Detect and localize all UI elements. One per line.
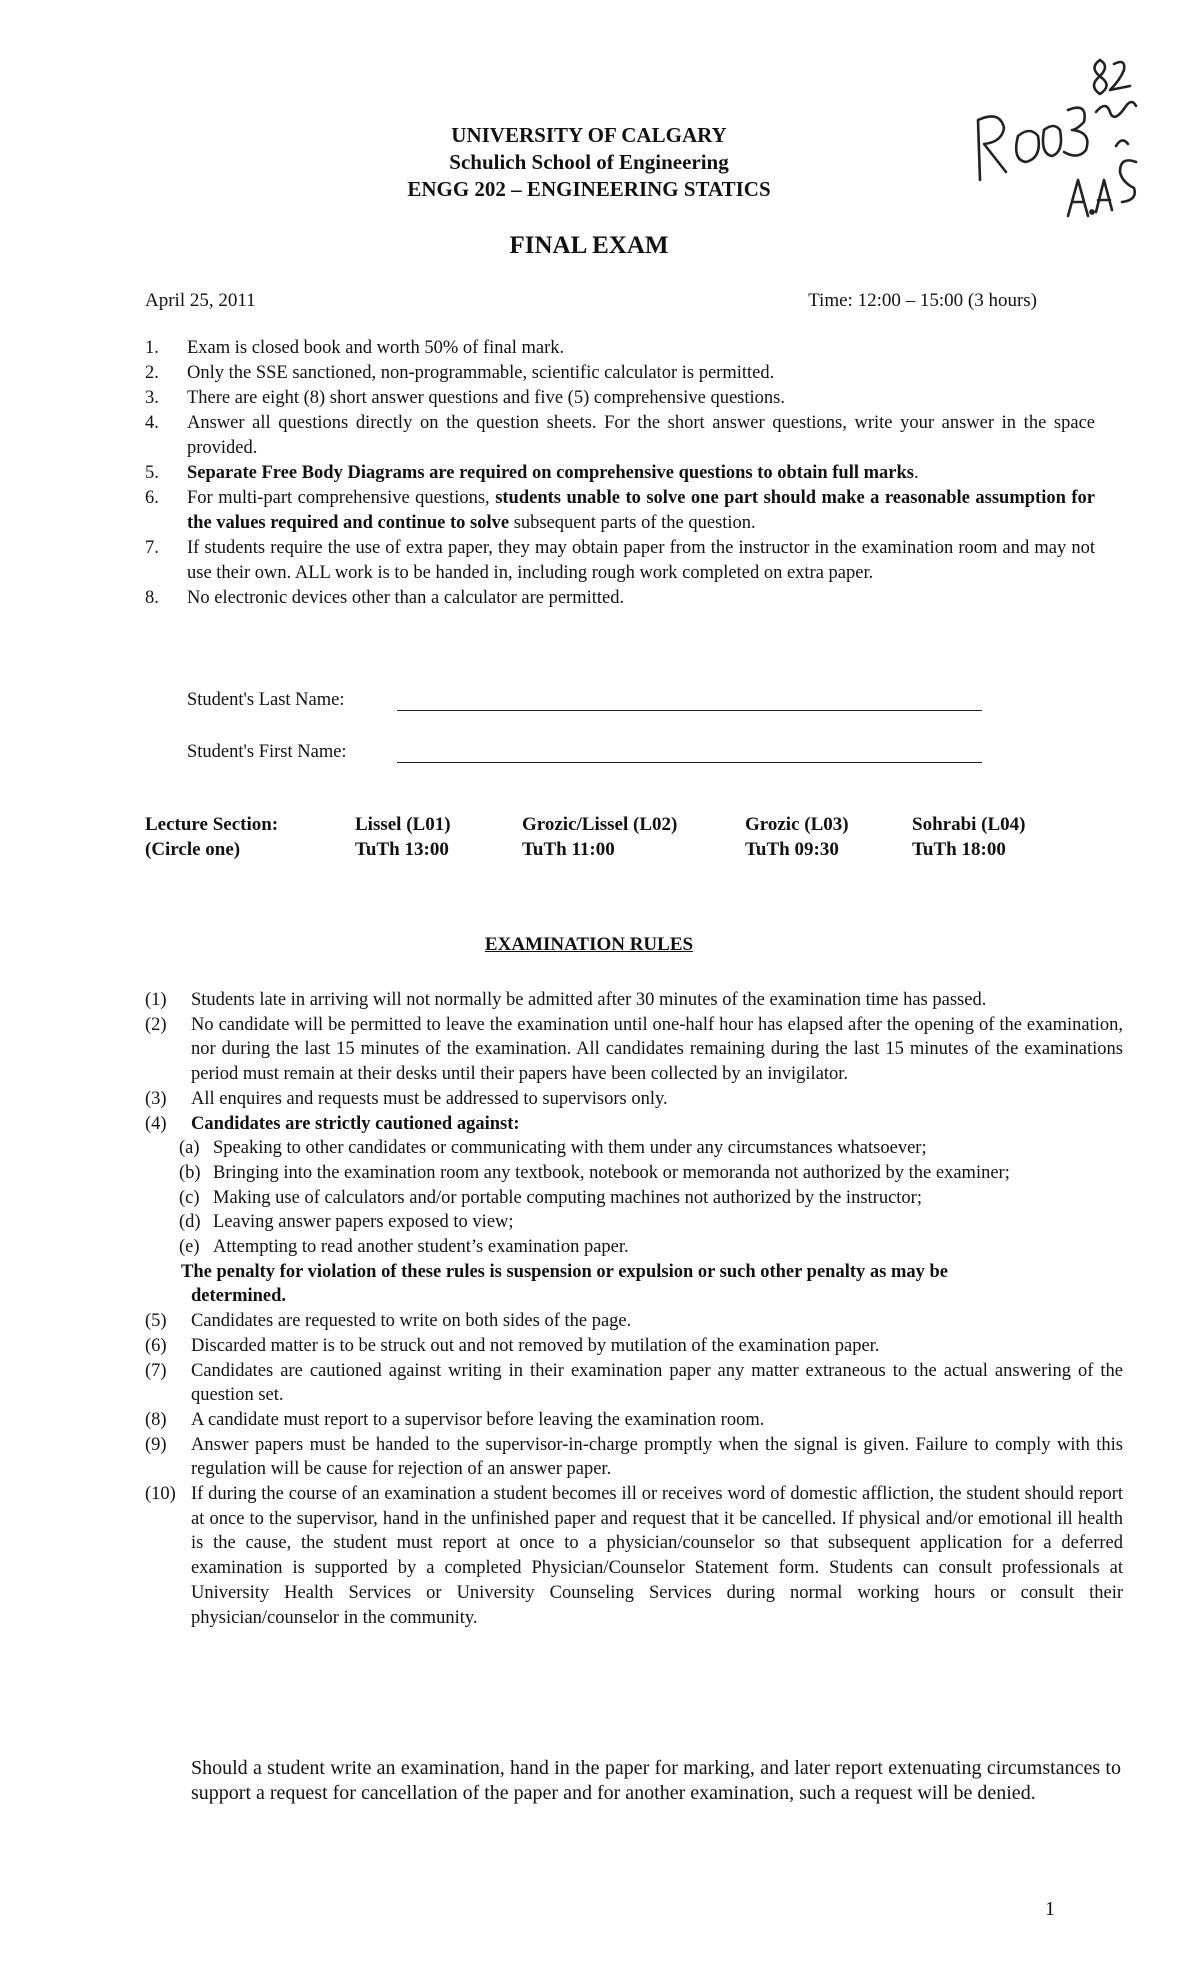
instruction-item bbox=[145, 411, 1095, 461]
lecture-sections bbox=[145, 812, 1105, 862]
instruction-bold-text: Separate Free Body Diagrams are required on comprehensive questions to obtain full marks bbox=[187, 463, 914, 483]
exam-title bbox=[0, 232, 1200, 260]
subitem-text: Leaving answer papers exposed to view; bbox=[213, 1212, 514, 1233]
rule-subitem bbox=[179, 1235, 1123, 1260]
rule-text: A candidate must report to a supervisor before leaving the examination room. bbox=[191, 1409, 765, 1430]
instruction-number: 7. bbox=[145, 538, 159, 558]
rule-item bbox=[145, 1408, 1123, 1433]
section-instructor-row bbox=[145, 812, 1105, 837]
rule-item bbox=[145, 1112, 1123, 1137]
rule-number: (9) bbox=[145, 1434, 167, 1455]
instruction-text: There are eight (8) short answer questions and five (5) comprehensive questions. bbox=[187, 388, 785, 408]
subitem-text: Bringing into the examination room any textbook, notebook or memoranda not authorized by the examiner; bbox=[213, 1162, 1010, 1183]
instruction-item bbox=[145, 486, 1095, 536]
subitem-letter: (d) bbox=[179, 1212, 201, 1233]
instruction-text bbox=[187, 461, 1095, 486]
rule-number: (6) bbox=[145, 1335, 167, 1356]
university-name: UNIVERSITY OF CALGARY bbox=[451, 123, 727, 147]
rule-item bbox=[145, 1087, 1123, 1112]
section-time: TuTh 11:00 bbox=[522, 839, 615, 860]
instruction-number: 5. bbox=[145, 463, 159, 483]
instruction-number: 8. bbox=[145, 588, 159, 608]
instructions-list bbox=[145, 336, 1095, 611]
exam-header bbox=[0, 122, 1200, 203]
section-time: TuTh 13:00 bbox=[355, 839, 449, 860]
course-name: ENGG 202 – ENGINEERING STATICS bbox=[407, 177, 771, 201]
instruction-item bbox=[145, 461, 1095, 486]
subitem-letter: (a) bbox=[179, 1138, 200, 1159]
instruction-item bbox=[145, 386, 1095, 411]
subitem-text: Making use of calculators and/or portable computing machines not authorized by the instructor; bbox=[213, 1187, 922, 1208]
subitem-text: Attempting to read another student’s examination paper. bbox=[213, 1237, 629, 1258]
subitem-letter: (b) bbox=[179, 1162, 201, 1183]
date-time-line bbox=[145, 290, 1035, 312]
rule-subitem bbox=[179, 1136, 1123, 1161]
instruction-bold-text: students unable to solve one part should make a reasonable assumption for the values required and continue to solve bbox=[187, 488, 1095, 533]
rule-number: (4) bbox=[145, 1113, 167, 1134]
instruction-tail-text: subsequent parts of the question. bbox=[509, 513, 756, 533]
section-option[interactable]: Grozic (L03) bbox=[745, 814, 849, 835]
circle-one-label: (Circle one) bbox=[145, 839, 241, 860]
rule-number: (7) bbox=[145, 1360, 167, 1381]
instruction-text: Only the SSE sanctioned, non-programmable, scientific calculator is permitted. bbox=[187, 363, 775, 383]
instruction-pre-text: For multi-part comprehensive questions, bbox=[187, 488, 496, 508]
rule-number: (8) bbox=[145, 1409, 167, 1430]
closing-notice: Should a student write an examination, hand in the paper for marking, and later report extenuating circumstances to support a request for cancellation of the paper and for another examination, such a request will be denied. bbox=[191, 1757, 1121, 1804]
rule-item bbox=[145, 1334, 1123, 1359]
rule-number: (1) bbox=[145, 990, 167, 1010]
rule-subitem bbox=[179, 1210, 1123, 1235]
penalty-notice bbox=[181, 1260, 1123, 1309]
section-time: TuTh 18:00 bbox=[912, 839, 1006, 860]
penalty-line: determined. bbox=[191, 1286, 287, 1307]
rule-text: Candidates are cautioned against writing in their examination paper any matter extraneous to the actual answering of the question set. bbox=[191, 1360, 1123, 1406]
rule-text: Candidates are strictly cautioned against: bbox=[191, 1113, 520, 1134]
instruction-number: 6. bbox=[145, 488, 159, 508]
rule-text: No candidate will be permitted to leave the examination until one-half hour has elapsed after the opening of the examination, nor during the last 15 minutes of the examination. All candidates remaining during the last 15 minutes of the examinations period must remain at their desks until their papers have been collected by an invigilator. bbox=[191, 1014, 1123, 1085]
school-name: Schulich School of Engineering bbox=[449, 150, 729, 174]
section-time-row bbox=[145, 837, 1105, 862]
rule-item bbox=[145, 988, 1123, 1013]
rule-item bbox=[145, 1482, 1123, 1630]
last-name-label: Student's Last Name: bbox=[187, 690, 345, 710]
rule-text: All enquires and requests must be addressed to supervisors only. bbox=[191, 1088, 668, 1109]
instruction-text: Answer all questions directly on the question sheets. For the short answer questions, write your answer in the space provided. bbox=[187, 413, 1095, 458]
subitem-text: Speaking to other candidates or communicating with them under any circumstances whatsoever; bbox=[213, 1138, 927, 1159]
section-option[interactable]: Grozic/Lissel (L02) bbox=[522, 814, 678, 835]
rule-subitem bbox=[179, 1161, 1123, 1186]
rule-number: (3) bbox=[145, 1088, 167, 1109]
subitem-letter: (e) bbox=[179, 1237, 200, 1258]
first-name-label: Student's First Name: bbox=[187, 742, 347, 762]
exam-time: Time: 12:00 – 15:00 (3 hours) bbox=[808, 290, 1037, 311]
section-time: TuTh 09:30 bbox=[745, 839, 839, 860]
rule-item bbox=[145, 1359, 1123, 1408]
penalty-line: The penalty for violation of these rules is suspension or expulsion or such other penalty as may be bbox=[181, 1261, 948, 1282]
rules-heading bbox=[0, 934, 1200, 956]
instruction-item bbox=[145, 336, 1095, 361]
section-option[interactable]: Sohrabi (L04) bbox=[912, 814, 1026, 835]
instruction-number: 4. bbox=[145, 413, 159, 433]
rule-item bbox=[145, 1433, 1123, 1482]
section-option[interactable]: Lissel (L01) bbox=[355, 814, 451, 835]
instruction-item bbox=[145, 536, 1095, 586]
subitem-letter: (c) bbox=[179, 1187, 200, 1208]
rule-number: (5) bbox=[145, 1311, 167, 1332]
instruction-text bbox=[187, 486, 1095, 536]
rule-text: Answer papers must be handed to the supervisor-in-charge promptly when the signal is given. Failure to comply with this regulation will be cause for rejection of an answer paper. bbox=[191, 1434, 1123, 1480]
page-number: 1 bbox=[1045, 1898, 1055, 1920]
instruction-item bbox=[145, 361, 1095, 386]
instruction-number: 1. bbox=[145, 338, 159, 358]
rule-number: (2) bbox=[145, 1014, 167, 1035]
first-name-input-line[interactable] bbox=[397, 746, 982, 763]
rule-item bbox=[145, 1309, 1123, 1334]
rule-text: Students late in arriving will not normally be admitted after 30 minutes of the examination time has passed. bbox=[191, 990, 987, 1010]
instruction-tail-text: . bbox=[913, 463, 919, 483]
rule-text: Candidates are requested to write on both sides of the page. bbox=[191, 1311, 632, 1332]
instruction-text: If students require the use of extra paper, they may obtain paper from the instructor in the examination room and may not use their own. ALL work is to be handed in, including rough work completed on extra paper. bbox=[187, 538, 1095, 583]
instruction-number: 3. bbox=[145, 388, 159, 408]
rule-text: If during the course of an examination a student becomes ill or receives word of domestic affliction, the student should report at once to the supervisor, hand in the unfinished paper and request that it be cancelled. If physical and/or emotional ill health is the cause, the student must report at once to a physician/counselor so that subsequent application for a deferred examination is supported by a completed Physician/Counselor Statement form. Students can consult professionals at University Health Services or University Counseling Services during normal working hours or consult their physician/counselor in the community. bbox=[191, 1484, 1123, 1628]
rule-item bbox=[145, 1013, 1123, 1087]
instruction-text: No electronic devices other than a calculator are permitted. bbox=[187, 588, 625, 608]
first-name-field bbox=[187, 742, 982, 763]
rules-heading-text: EXAMINATION RULES bbox=[484, 934, 694, 955]
instruction-number: 2. bbox=[145, 363, 159, 383]
lecture-section-label: Lecture Section: bbox=[145, 814, 279, 835]
rule-subitem bbox=[179, 1186, 1123, 1211]
rule-number: (10) bbox=[145, 1484, 176, 1505]
instruction-text: Exam is closed book and worth 50% of final mark. bbox=[187, 338, 565, 358]
exam-title-text: FINAL EXAM bbox=[509, 232, 669, 259]
exam-date: April 25, 2011 bbox=[145, 290, 256, 311]
last-name-field bbox=[187, 690, 982, 711]
instruction-item bbox=[145, 586, 1095, 611]
last-name-input-line[interactable] bbox=[397, 694, 982, 711]
rule-text: Discarded matter is to be struck out and not removed by mutilation of the examination paper. bbox=[191, 1335, 880, 1356]
rules-list bbox=[145, 988, 1123, 1630]
